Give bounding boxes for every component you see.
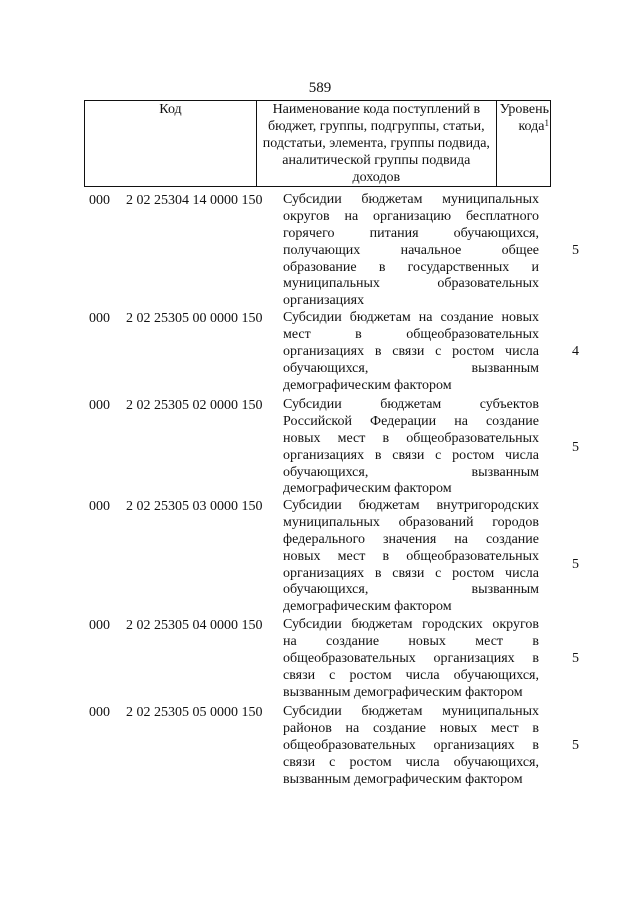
admin-code: 000 xyxy=(89,499,110,514)
revenue-name-line: организациях в связи с ростом числа xyxy=(283,447,539,463)
code-level: 4 xyxy=(572,344,579,359)
revenue-code: 2 02 25305 03 0000 150 xyxy=(126,499,263,514)
revenue-name-line: связи с ростом числа обучающихся, xyxy=(283,667,539,683)
revenue-name-line: общеобразовательных организациях в xyxy=(283,737,539,753)
revenue-name-line: Субсидии бюджетам городских округов xyxy=(283,617,539,632)
revenue-name-line: горячего питания обучающихся, xyxy=(283,225,539,241)
revenue-code: 2 02 25305 00 0000 150 xyxy=(126,311,263,326)
revenue-name-line: связи с ростом числа обучающихся, xyxy=(283,754,539,770)
code-level: 5 xyxy=(572,651,579,666)
revenue-name xyxy=(283,192,539,310)
header-name-line: бюджет, группы, подгруппы, статьи, xyxy=(267,119,485,134)
revenue-name-line: демографическим фактором xyxy=(283,377,452,393)
revenue-name-line: организациях xyxy=(283,293,365,309)
revenue-code: 2 02 25305 02 0000 150 xyxy=(126,398,263,413)
revenue-name xyxy=(283,617,539,701)
revenue-name-line: демографическим фактором xyxy=(283,481,452,497)
revenue-name-line: Российской Федерации на создание xyxy=(283,413,539,429)
code-level: 5 xyxy=(572,440,579,455)
revenue-name-line: организациях в связи с ростом числа xyxy=(283,565,539,581)
revenue-name-line: муниципальных образовательных xyxy=(283,276,539,292)
revenue-name-line: новых мест в общеобразовательных xyxy=(283,548,539,564)
revenue-name-line: вызванным демографическим фактором xyxy=(283,684,523,700)
revenue-name-line: Субсидии бюджетам муниципальных xyxy=(283,704,539,719)
code-level: 5 xyxy=(572,243,579,258)
revenue-code: 2 02 25305 05 0000 150 xyxy=(126,705,263,720)
revenue-name-line: демографическим фактором xyxy=(283,599,452,615)
revenue-name-line: районов на создание новых мест в xyxy=(283,720,539,736)
header-level xyxy=(496,101,550,187)
revenue-name-line: Субсидии бюджетам на создание новых xyxy=(283,310,539,325)
revenue-name-line: муниципальных образований городов xyxy=(283,514,539,530)
admin-code: 000 xyxy=(89,705,110,720)
revenue-name-line: обучающихся, вызванным xyxy=(283,360,539,376)
revenue-name xyxy=(283,310,539,394)
revenue-name xyxy=(283,397,539,498)
page-number: 589 xyxy=(308,80,332,96)
revenue-name-line: Субсидии бюджетам внутригородских xyxy=(283,498,539,513)
header-name xyxy=(256,101,496,187)
footnote-mark: 1 xyxy=(544,118,549,128)
code-level: 5 xyxy=(572,738,579,753)
revenue-name-line: образование в государственных и xyxy=(283,259,539,275)
revenue-code: 2 02 25304 14 0000 150 xyxy=(126,193,263,208)
header-code: Код xyxy=(85,101,257,187)
revenue-name xyxy=(283,704,539,788)
admin-code: 000 xyxy=(89,311,110,326)
revenue-name-line: новых мест в общеобразовательных xyxy=(283,430,539,446)
revenue-name-line: организациях в связи с ростом числа xyxy=(283,343,539,359)
header-level-line: Уровень xyxy=(499,102,549,117)
revenue-code: 2 02 25305 04 0000 150 xyxy=(126,618,263,633)
revenue-name-line: Субсидии бюджетам субъектов xyxy=(283,397,539,412)
revenue-name-line: получающих начальное общее xyxy=(283,242,539,258)
revenue-name-line: на создание новых мест в xyxy=(283,633,539,649)
revenue-name xyxy=(283,498,539,616)
admin-code: 000 xyxy=(89,193,110,208)
header-level-line: кода$^1$ xyxy=(518,118,549,134)
header-name-line: Наименование кода поступлений в xyxy=(272,102,481,117)
revenue-name-line: федерального значения на создание xyxy=(283,531,539,547)
revenue-name-line: обучающихся, вызванным xyxy=(283,464,539,480)
revenue-name-line: общеобразовательных организациях в xyxy=(283,650,539,666)
header-name-line: аналитической группы подвида доходов xyxy=(282,153,471,185)
header-name-line: подстатьи, элемента, группы подвида, xyxy=(262,136,490,151)
revenue-name-line: округов на организацию бесплатного xyxy=(283,208,539,224)
revenue-name-line: Субсидии бюджетам муниципальных xyxy=(283,192,539,207)
revenue-name-line: вызванным демографическим фактором xyxy=(283,771,523,787)
table-header xyxy=(84,100,551,187)
code-level: 5 xyxy=(572,557,579,572)
admin-code: 000 xyxy=(89,618,110,633)
admin-code: 000 xyxy=(89,398,110,413)
revenue-name-line: мест в общеобразовательных xyxy=(283,326,539,342)
revenue-name-line: обучающихся, вызванным xyxy=(283,582,539,598)
